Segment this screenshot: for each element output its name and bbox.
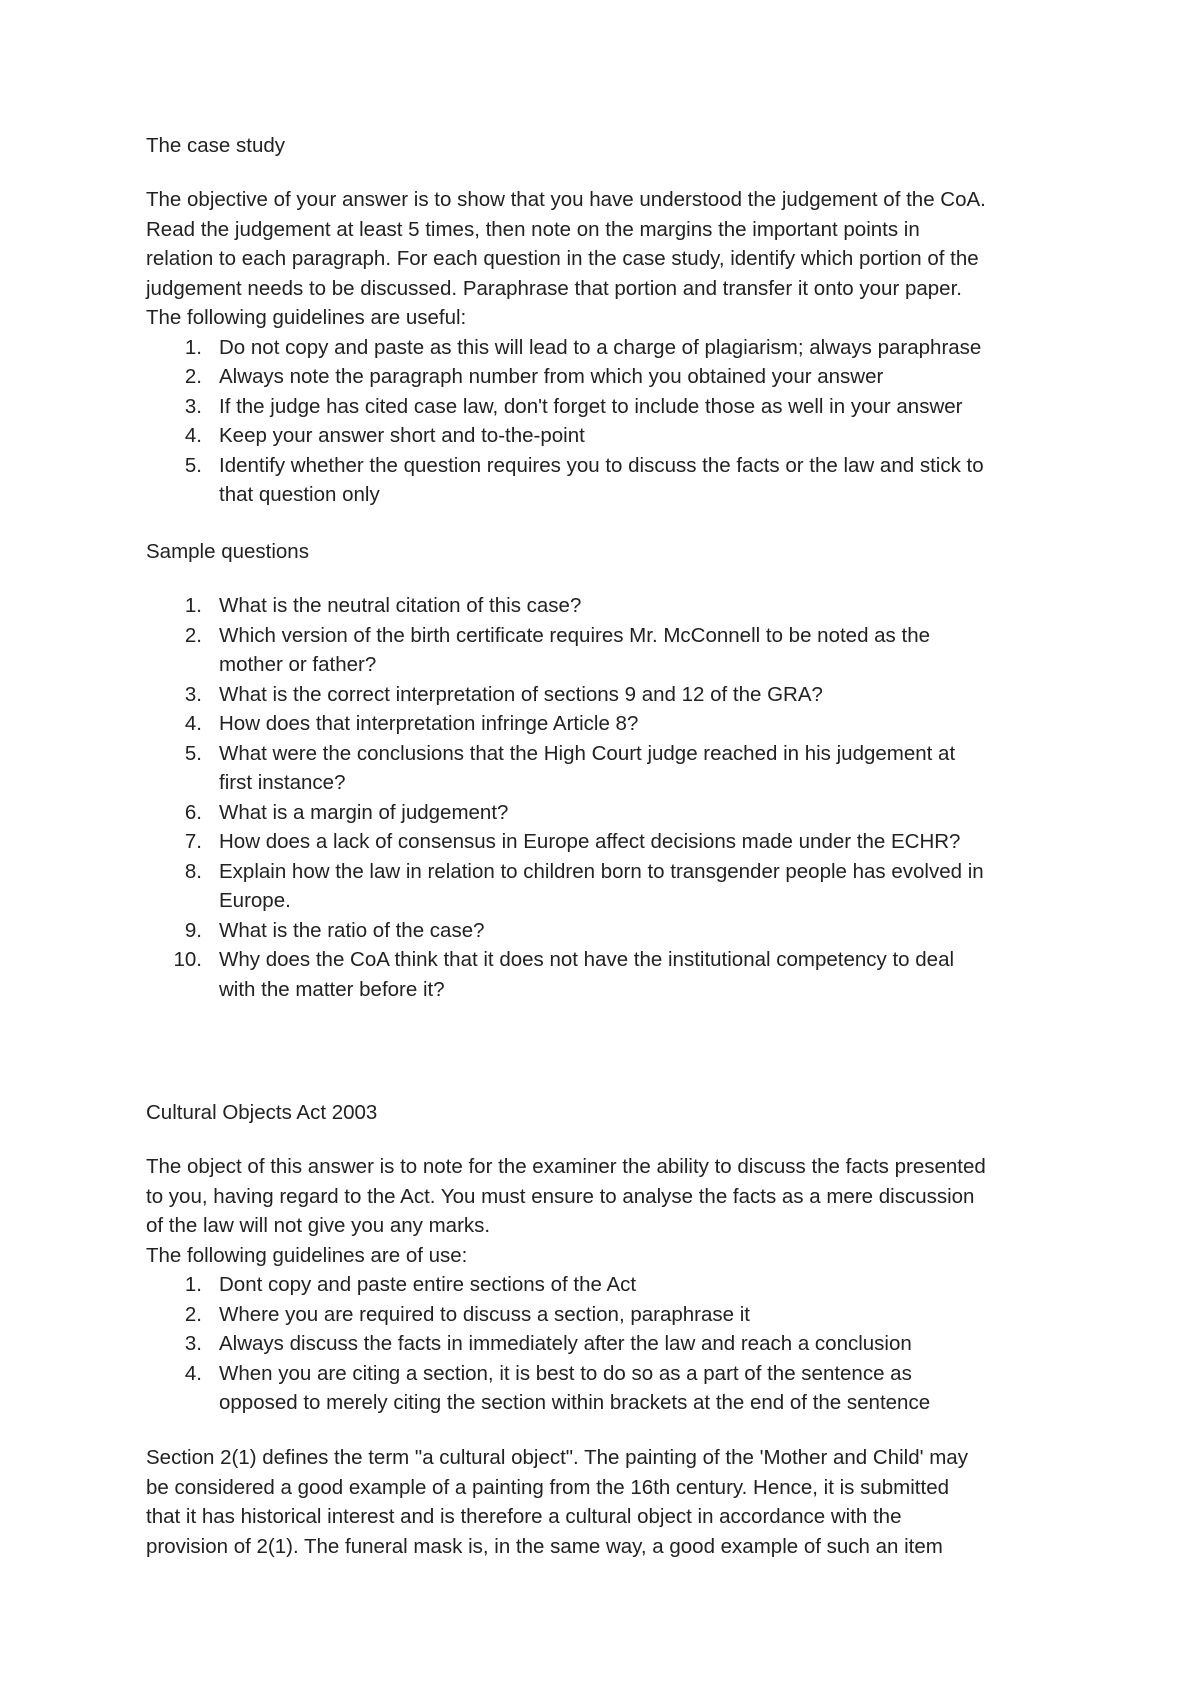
list-number: 1. (184, 594, 202, 617)
document-page (146, 0, 1076, 1694)
intro-line: Read the judgement at least 5 times, then note on the margins the important points in (146, 217, 920, 241)
list-text: What is the ratio of the case? (219, 918, 485, 942)
list-item (146, 945, 1076, 1004)
list-item (146, 1270, 1076, 1300)
list-number: 8. (184, 859, 202, 883)
paragraph-line: be considered a good example of a painting from the 16th century. Hence, it is submitted (146, 1475, 950, 1499)
sample-questions-list (146, 591, 1076, 1004)
list-text (219, 945, 1076, 1004)
list-text-line: opposed to merely citing the section within brackets at the end of the sentence (219, 1391, 931, 1414)
list-item (146, 621, 1076, 680)
list-item (146, 827, 1076, 857)
cultural-objects-heading: Cultural Objects Act 2003 (146, 1101, 378, 1124)
list-item (146, 857, 1076, 916)
list-text-line: When you are citing a section, it is best to do so as a part of the sentence as (219, 1361, 912, 1385)
case-study-guidelines-list (146, 333, 1076, 510)
list-number: 3. (184, 394, 202, 418)
cultural-objects-intro (146, 1152, 1076, 1418)
list-text (219, 621, 1076, 680)
list-item (146, 916, 1076, 946)
list-text: Where you are required to discuss a section, paraphrase it (219, 1302, 750, 1326)
cultural-objects-section (146, 1098, 1076, 1128)
list-number: 3. (184, 1332, 202, 1355)
list-number: 2. (184, 623, 202, 647)
list-number: 3. (184, 682, 202, 706)
intro-line: The object of this answer is to note for the examiner the ability to discuss the facts presented (146, 1155, 986, 1178)
list-text-line: What were the conclusions that the High Court judge reached in his judgement at (219, 741, 956, 765)
list-number: 6. (184, 800, 202, 824)
list-number: 4. (184, 424, 202, 447)
intro-line: of the law will not give you any marks. (146, 1214, 491, 1237)
list-item (146, 1329, 1076, 1359)
list-text: Keep your answer short and to-the-point (219, 424, 585, 447)
intro-line: The following guidelines are useful: (146, 306, 467, 329)
list-text-line: Which version of the birth certificate requires Mr. McConnell to be noted as the (219, 623, 931, 647)
list-text (219, 739, 1076, 798)
list-text-line: mother or father? (219, 653, 377, 676)
list-text: What is the neutral citation of this case? (219, 594, 582, 617)
sample-questions-heading: Sample questions (146, 540, 309, 563)
list-text: Dont copy and paste entire sections of the Act (219, 1273, 637, 1296)
sample-questions-section (146, 537, 1076, 567)
list-number: 1. (184, 335, 202, 359)
list-item (146, 591, 1076, 621)
paragraph-line: that it has historical interest and is therefore a cultural object in accordance with the (146, 1505, 902, 1528)
list-item (146, 709, 1076, 739)
list-item (146, 392, 1076, 422)
list-text-line: with the matter before it? (219, 977, 445, 1001)
list-text (219, 451, 1076, 510)
list-text-line: first instance? (219, 771, 346, 794)
list-text: How does that interpretation infringe Article 8? (219, 712, 639, 735)
list-text-line: Why does the CoA think that it does not have the institutional competency to deal (219, 948, 955, 971)
list-number: 2. (184, 1302, 202, 1326)
case-study-section (146, 131, 1076, 161)
list-text-line: that question only (219, 483, 380, 506)
list-item (146, 1359, 1076, 1418)
list-item (146, 421, 1076, 451)
paragraph-line: provision of 2(1). The funeral mask is, in the same way, a good example of such an item (146, 1534, 943, 1558)
list-text: If the judge has cited case law, don't forget to include those as well in your answer (219, 394, 963, 418)
intro-line: to you, having regard to the Act. You must ensure to analyse the facts as a mere discussion (146, 1184, 975, 1208)
list-number: 7. (184, 830, 202, 853)
list-item (146, 680, 1076, 710)
paragraph-line: Section 2(1) defines the term "a cultural object". The painting of the 'Mother and Child' may (146, 1446, 968, 1469)
intro-line: The following guidelines are of use: (146, 1243, 468, 1267)
list-number: 2. (184, 365, 202, 388)
list-text-line: Europe. (219, 889, 291, 912)
sample-questions-list-wrap (146, 591, 1076, 1004)
list-text: How does a lack of consensus in Europe affect decisions made under the ECHR? (219, 830, 961, 853)
intro-line: relation to each paragraph. For each question in the case study, identify which portion of the (146, 247, 979, 270)
case-study-intro (146, 185, 1076, 510)
list-number: 5. (184, 453, 202, 477)
section-2-paragraph (146, 1443, 1076, 1561)
cultural-objects-guidelines-list (146, 1270, 1076, 1418)
list-text: Always note the paragraph number from which you obtained your answer (219, 365, 884, 388)
list-text: Always discuss the facts in immediately after the law and reach a conclusion (219, 1332, 912, 1355)
list-number: 10. (173, 948, 202, 971)
list-text-line: Identify whether the question requires you to discuss the facts or the law and stick to (219, 453, 984, 477)
list-number: 1. (184, 1273, 202, 1296)
intro-line: The objective of your answer is to show that you have understood the judgement of the CoA. (146, 188, 986, 211)
list-text: Do not copy and paste as this will lead to a charge of plagiarism; always paraphrase (219, 335, 982, 359)
list-number: 5. (184, 741, 202, 765)
list-number: 4. (184, 712, 202, 735)
list-item (146, 362, 1076, 392)
list-text (219, 1359, 1076, 1418)
list-text-line: Explain how the law in relation to children born to transgender people has evolved in (219, 859, 984, 883)
list-number: 9. (184, 918, 202, 942)
list-text (219, 857, 1076, 916)
list-item (146, 333, 1076, 363)
list-item (146, 798, 1076, 828)
list-number: 4. (184, 1361, 202, 1385)
list-text: What is the correct interpretation of sections 9 and 12 of the GRA? (219, 682, 823, 706)
list-text: What is a margin of judgement? (219, 800, 509, 824)
intro-line: judgement needs to be discussed. Paraphrase that portion and transfer it onto your paper. (146, 276, 962, 300)
list-item (146, 739, 1076, 798)
list-item (146, 451, 1076, 510)
case-study-heading: The case study (146, 134, 286, 157)
list-item (146, 1300, 1076, 1330)
